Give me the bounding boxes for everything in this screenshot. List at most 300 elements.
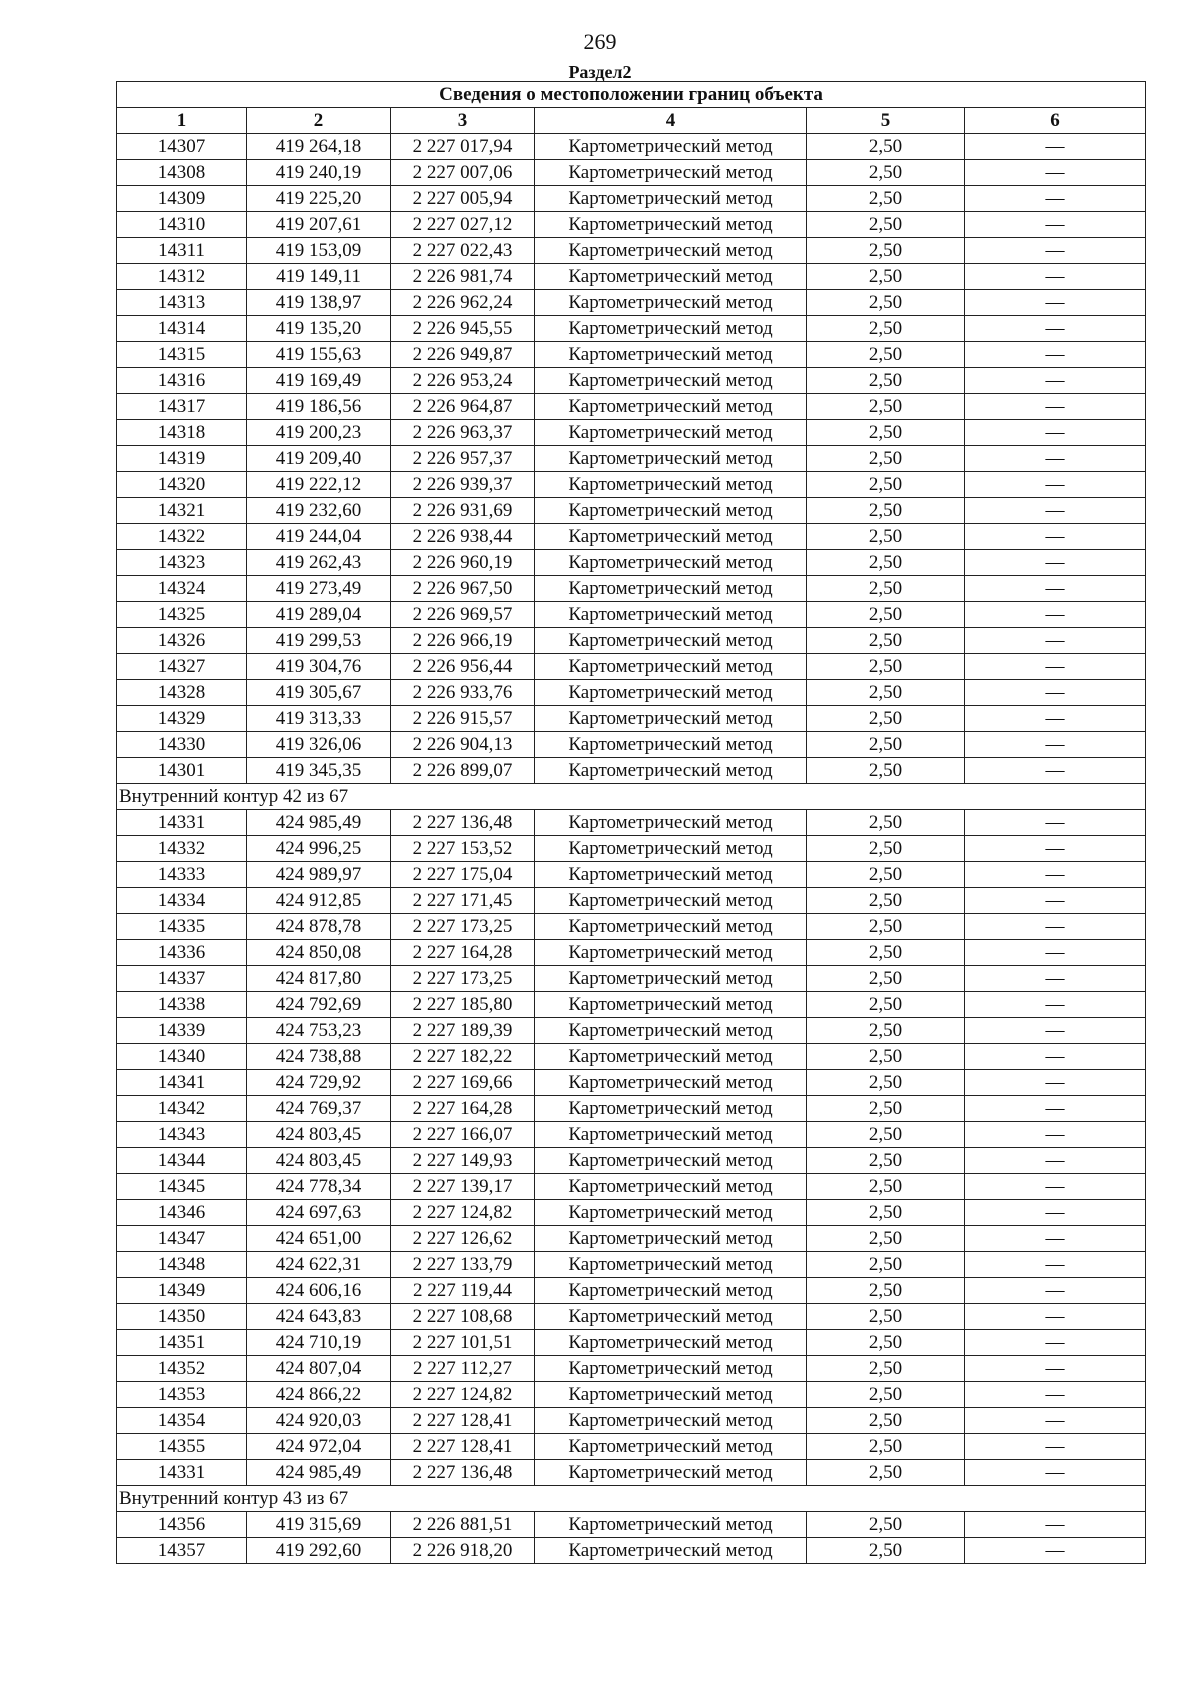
accuracy-cell: 2,50 (807, 1226, 965, 1252)
point-number-cell: 14337 (117, 966, 247, 992)
point-number-cell: 14355 (117, 1434, 247, 1460)
table-row (117, 1044, 1146, 1070)
point-number-cell: 14319 (117, 446, 247, 472)
table-row (117, 1512, 1146, 1538)
coordinate-x-cell: 424 710,19 (247, 1330, 391, 1356)
point-number-cell: 14330 (117, 732, 247, 758)
coordinate-y-cell: 2 227 149,93 (391, 1148, 535, 1174)
table-row (117, 238, 1146, 264)
description-cell: — (965, 1538, 1146, 1564)
table-row (117, 524, 1146, 550)
method-cell: Картометрический метод (535, 1018, 807, 1044)
point-number-cell: 14349 (117, 1278, 247, 1304)
coordinate-y-cell: 2 226 957,37 (391, 446, 535, 472)
coordinate-x-cell: 419 273,49 (247, 576, 391, 602)
accuracy-cell: 2,50 (807, 498, 965, 524)
description-cell: — (965, 1044, 1146, 1070)
point-number-cell: 14345 (117, 1174, 247, 1200)
point-number-cell: 14346 (117, 1200, 247, 1226)
description-cell: — (965, 680, 1146, 706)
coordinate-x-cell: 424 878,78 (247, 914, 391, 940)
coordinate-y-cell: 2 227 126,62 (391, 1226, 535, 1252)
table-row (117, 1538, 1146, 1564)
coordinate-x-cell: 419 326,06 (247, 732, 391, 758)
description-cell: — (965, 1018, 1146, 1044)
coordinate-x-cell: 424 920,03 (247, 1408, 391, 1434)
accuracy-cell: 2,50 (807, 888, 965, 914)
accuracy-cell: 2,50 (807, 628, 965, 654)
method-cell: Картометрический метод (535, 680, 807, 706)
method-cell: Картометрический метод (535, 1278, 807, 1304)
table-row (117, 1278, 1146, 1304)
point-number-cell: 14344 (117, 1148, 247, 1174)
boundary-coordinates-table (116, 81, 1146, 1564)
description-cell: — (965, 290, 1146, 316)
method-cell: Картометрический метод (535, 368, 807, 394)
accuracy-cell: 2,50 (807, 290, 965, 316)
description-cell: — (965, 810, 1146, 836)
coordinate-y-cell: 2 227 173,25 (391, 966, 535, 992)
method-cell: Картометрический метод (535, 1070, 807, 1096)
coordinate-y-cell: 2 226 949,87 (391, 342, 535, 368)
coordinate-x-cell: 424 697,63 (247, 1200, 391, 1226)
coordinate-y-cell: 2 227 166,07 (391, 1122, 535, 1148)
method-cell: Картометрический метод (535, 134, 807, 160)
point-number-cell: 14351 (117, 1330, 247, 1356)
description-cell: — (965, 1200, 1146, 1226)
description-cell: — (965, 966, 1146, 992)
table-row (117, 914, 1146, 940)
description-cell: — (965, 238, 1146, 264)
method-cell: Картометрический метод (535, 394, 807, 420)
method-cell: Картометрический метод (535, 316, 807, 342)
coordinate-x-cell: 419 135,20 (247, 316, 391, 342)
method-cell: Картометрический метод (535, 810, 807, 836)
description-cell: — (965, 394, 1146, 420)
point-number-cell: 14352 (117, 1356, 247, 1382)
method-cell: Картометрический метод (535, 628, 807, 654)
accuracy-cell: 2,50 (807, 1382, 965, 1408)
coordinate-y-cell: 2 227 112,27 (391, 1356, 535, 1382)
point-number-cell: 14334 (117, 888, 247, 914)
point-number-cell: 14312 (117, 264, 247, 290)
accuracy-cell: 2,50 (807, 212, 965, 238)
column-number-row (117, 108, 1146, 134)
table-row (117, 966, 1146, 992)
accuracy-cell: 2,50 (807, 1252, 965, 1278)
accuracy-cell: 2,50 (807, 966, 965, 992)
method-cell: Картометрический метод (535, 602, 807, 628)
description-cell: — (965, 1096, 1146, 1122)
description-cell: — (965, 498, 1146, 524)
method-cell: Картометрический метод (535, 706, 807, 732)
coordinate-x-cell: 424 769,37 (247, 1096, 391, 1122)
description-cell: — (965, 602, 1146, 628)
table-row (117, 212, 1146, 238)
accuracy-cell: 2,50 (807, 1538, 965, 1564)
point-number-cell: 14331 (117, 810, 247, 836)
description-cell: — (965, 836, 1146, 862)
method-cell: Картометрический метод (535, 1460, 807, 1486)
coordinate-y-cell: 2 226 915,57 (391, 706, 535, 732)
description-cell: — (965, 732, 1146, 758)
accuracy-cell: 2,50 (807, 368, 965, 394)
description-cell: — (965, 706, 1146, 732)
coordinate-y-cell: 2 227 153,52 (391, 836, 535, 862)
point-number-cell: 14328 (117, 680, 247, 706)
coordinate-y-cell: 2 226 964,87 (391, 394, 535, 420)
coordinate-x-cell: 424 985,49 (247, 810, 391, 836)
table-row (117, 290, 1146, 316)
description-cell: — (965, 1252, 1146, 1278)
coordinate-x-cell: 424 792,69 (247, 992, 391, 1018)
description-cell: — (965, 134, 1146, 160)
description-cell: — (965, 316, 1146, 342)
table-row (117, 420, 1146, 446)
method-cell: Картометрический метод (535, 1330, 807, 1356)
coordinate-x-cell: 419 207,61 (247, 212, 391, 238)
coordinate-x-cell: 424 753,23 (247, 1018, 391, 1044)
method-cell: Картометрический метод (535, 186, 807, 212)
coordinate-y-cell: 2 226 945,55 (391, 316, 535, 342)
table-row (117, 1304, 1146, 1330)
accuracy-cell: 2,50 (807, 602, 965, 628)
table-caption: Сведения о местоположении границ объекта (117, 82, 1146, 108)
point-number-cell: 14323 (117, 550, 247, 576)
coordinate-x-cell: 419 304,76 (247, 654, 391, 680)
table-row (117, 1148, 1146, 1174)
description-cell: — (965, 1174, 1146, 1200)
table-row (117, 1174, 1146, 1200)
accuracy-cell: 2,50 (807, 420, 965, 446)
point-number-cell: 14339 (117, 1018, 247, 1044)
description-cell: — (965, 1434, 1146, 1460)
point-number-cell: 14317 (117, 394, 247, 420)
accuracy-cell: 2,50 (807, 1200, 965, 1226)
accuracy-cell: 2,50 (807, 1148, 965, 1174)
point-number-cell: 14332 (117, 836, 247, 862)
accuracy-cell: 2,50 (807, 810, 965, 836)
coordinate-x-cell: 419 315,69 (247, 1512, 391, 1538)
accuracy-cell: 2,50 (807, 1434, 965, 1460)
point-number-cell: 14335 (117, 914, 247, 940)
coordinate-y-cell: 2 227 171,45 (391, 888, 535, 914)
point-number-cell: 14357 (117, 1538, 247, 1564)
table-row (117, 498, 1146, 524)
description-cell: — (965, 446, 1146, 472)
table-row (117, 1356, 1146, 1382)
method-cell: Картометрический метод (535, 1512, 807, 1538)
coordinate-x-cell: 419 240,19 (247, 160, 391, 186)
point-number-cell: 14318 (117, 420, 247, 446)
description-cell: — (965, 914, 1146, 940)
method-cell: Картометрический метод (535, 1148, 807, 1174)
coordinate-x-cell: 419 289,04 (247, 602, 391, 628)
point-number-cell: 14336 (117, 940, 247, 966)
method-cell: Картометрический метод (535, 160, 807, 186)
table-row (117, 992, 1146, 1018)
coordinate-x-cell: 424 651,00 (247, 1226, 391, 1252)
coordinate-x-cell: 419 305,67 (247, 680, 391, 706)
point-number-cell: 14356 (117, 1512, 247, 1538)
point-number-cell: 14338 (117, 992, 247, 1018)
point-number-cell: 14313 (117, 290, 247, 316)
method-cell: Картометрический метод (535, 1174, 807, 1200)
description-cell: — (965, 628, 1146, 654)
accuracy-cell: 2,50 (807, 472, 965, 498)
accuracy-cell: 2,50 (807, 550, 965, 576)
accuracy-cell: 2,50 (807, 680, 965, 706)
method-cell: Картометрический метод (535, 498, 807, 524)
accuracy-cell: 2,50 (807, 238, 965, 264)
point-number-cell: 14327 (117, 654, 247, 680)
description-cell: — (965, 212, 1146, 238)
point-number-cell: 14340 (117, 1044, 247, 1070)
column-number: 4 (535, 108, 807, 134)
point-number-cell: 14308 (117, 160, 247, 186)
coordinate-y-cell: 2 227 128,41 (391, 1434, 535, 1460)
coordinate-x-cell: 424 803,45 (247, 1148, 391, 1174)
accuracy-cell: 2,50 (807, 1018, 965, 1044)
method-cell: Картометрический метод (535, 1382, 807, 1408)
accuracy-cell: 2,50 (807, 654, 965, 680)
coordinate-x-cell: 424 912,85 (247, 888, 391, 914)
method-cell: Картометрический метод (535, 1408, 807, 1434)
description-cell: — (965, 1070, 1146, 1096)
accuracy-cell: 2,50 (807, 1356, 965, 1382)
description-cell: — (965, 1356, 1146, 1382)
description-cell: — (965, 1148, 1146, 1174)
method-cell: Картометрический метод (535, 1200, 807, 1226)
coordinate-y-cell: 2 227 133,79 (391, 1252, 535, 1278)
coordinate-x-cell: 424 989,97 (247, 862, 391, 888)
table-row (117, 264, 1146, 290)
method-cell: Картометрический метод (535, 212, 807, 238)
accuracy-cell: 2,50 (807, 940, 965, 966)
description-cell: — (965, 160, 1146, 186)
method-cell: Картометрический метод (535, 732, 807, 758)
description-cell: — (965, 1460, 1146, 1486)
accuracy-cell: 2,50 (807, 914, 965, 940)
coordinate-y-cell: 2 227 119,44 (391, 1278, 535, 1304)
table-row (117, 706, 1146, 732)
coordinate-x-cell: 419 200,23 (247, 420, 391, 446)
coordinate-y-cell: 2 227 189,39 (391, 1018, 535, 1044)
accuracy-cell: 2,50 (807, 264, 965, 290)
accuracy-cell: 2,50 (807, 186, 965, 212)
coordinate-y-cell: 2 227 164,28 (391, 1096, 535, 1122)
coordinate-y-cell: 2 227 169,66 (391, 1070, 535, 1096)
coordinate-y-cell: 2 227 173,25 (391, 914, 535, 940)
coordinate-y-cell: 2 227 017,94 (391, 134, 535, 160)
coordinate-y-cell: 2 226 966,19 (391, 628, 535, 654)
method-cell: Картометрический метод (535, 1226, 807, 1252)
method-cell: Картометрический метод (535, 342, 807, 368)
description-cell: — (965, 888, 1146, 914)
coordinate-y-cell: 2 227 185,80 (391, 992, 535, 1018)
method-cell: Картометрический метод (535, 446, 807, 472)
coordinate-y-cell: 2 227 124,82 (391, 1382, 535, 1408)
coordinate-x-cell: 419 186,56 (247, 394, 391, 420)
accuracy-cell: 2,50 (807, 862, 965, 888)
point-number-cell: 14315 (117, 342, 247, 368)
description-cell: — (965, 992, 1146, 1018)
accuracy-cell: 2,50 (807, 1512, 965, 1538)
table-row (117, 342, 1146, 368)
accuracy-cell: 2,50 (807, 576, 965, 602)
point-number-cell: 14350 (117, 1304, 247, 1330)
coordinate-y-cell: 2 226 960,19 (391, 550, 535, 576)
point-number-cell: 14311 (117, 238, 247, 264)
point-number-cell: 14310 (117, 212, 247, 238)
description-cell: — (965, 576, 1146, 602)
table-row (117, 628, 1146, 654)
description-cell: — (965, 186, 1146, 212)
description-cell: — (965, 472, 1146, 498)
description-cell: — (965, 1226, 1146, 1252)
method-cell: Картометрический метод (535, 1304, 807, 1330)
method-cell: Картометрический метод (535, 1122, 807, 1148)
description-cell: — (965, 862, 1146, 888)
coordinate-x-cell: 419 209,40 (247, 446, 391, 472)
description-cell: — (965, 264, 1146, 290)
table-row (117, 732, 1146, 758)
method-cell: Картометрический метод (535, 654, 807, 680)
accuracy-cell: 2,50 (807, 706, 965, 732)
accuracy-cell: 2,50 (807, 1174, 965, 1200)
coordinate-y-cell: 2 226 981,74 (391, 264, 535, 290)
table-row (117, 472, 1146, 498)
coordinate-y-cell: 2 226 899,07 (391, 758, 535, 784)
coordinate-y-cell: 2 227 005,94 (391, 186, 535, 212)
coordinate-x-cell: 419 225,20 (247, 186, 391, 212)
coordinate-y-cell: 2 226 938,44 (391, 524, 535, 550)
description-cell: — (965, 1408, 1146, 1434)
description-cell: — (965, 654, 1146, 680)
table-row (117, 888, 1146, 914)
method-cell: Картометрический метод (535, 290, 807, 316)
contour-header-row (117, 784, 1146, 810)
coordinate-x-cell: 424 866,22 (247, 1382, 391, 1408)
method-cell: Картометрический метод (535, 264, 807, 290)
coordinate-y-cell: 2 227 139,17 (391, 1174, 535, 1200)
table-row (117, 394, 1146, 420)
description-cell: — (965, 550, 1146, 576)
accuracy-cell: 2,50 (807, 342, 965, 368)
contour-header-row (117, 1486, 1146, 1512)
coordinate-y-cell: 2 226 931,69 (391, 498, 535, 524)
description-cell: — (965, 342, 1146, 368)
point-number-cell: 14342 (117, 1096, 247, 1122)
accuracy-cell: 2,50 (807, 1304, 965, 1330)
point-number-cell: 14316 (117, 368, 247, 394)
method-cell: Картометрический метод (535, 1044, 807, 1070)
accuracy-cell: 2,50 (807, 316, 965, 342)
coordinate-x-cell: 424 738,88 (247, 1044, 391, 1070)
accuracy-cell: 2,50 (807, 1044, 965, 1070)
point-number-cell: 14320 (117, 472, 247, 498)
accuracy-cell: 2,50 (807, 1122, 965, 1148)
description-cell: — (965, 1512, 1146, 1538)
accuracy-cell: 2,50 (807, 394, 965, 420)
coordinate-x-cell: 424 985,49 (247, 1460, 391, 1486)
accuracy-cell: 2,50 (807, 1460, 965, 1486)
table-row (117, 1382, 1146, 1408)
coordinate-x-cell: 419 222,12 (247, 472, 391, 498)
table-row (117, 602, 1146, 628)
point-number-cell: 14343 (117, 1122, 247, 1148)
coordinate-x-cell: 424 606,16 (247, 1278, 391, 1304)
table-row (117, 836, 1146, 862)
method-cell: Картометрический метод (535, 238, 807, 264)
coordinate-x-cell: 424 622,31 (247, 1252, 391, 1278)
coordinate-y-cell: 2 227 108,68 (391, 1304, 535, 1330)
accuracy-cell: 2,50 (807, 1096, 965, 1122)
coordinate-y-cell: 2 227 136,48 (391, 1460, 535, 1486)
coordinate-y-cell: 2 227 136,48 (391, 810, 535, 836)
column-number: 5 (807, 108, 965, 134)
accuracy-cell: 2,50 (807, 992, 965, 1018)
point-number-cell: 14322 (117, 524, 247, 550)
coordinate-x-cell: 419 138,97 (247, 290, 391, 316)
coordinate-x-cell: 419 292,60 (247, 1538, 391, 1564)
accuracy-cell: 2,50 (807, 732, 965, 758)
table-row (117, 1226, 1146, 1252)
description-cell: — (965, 1330, 1146, 1356)
column-number: 2 (247, 108, 391, 134)
page-number: 269 (583, 29, 617, 54)
method-cell: Картометрический метод (535, 550, 807, 576)
coordinate-y-cell: 2 227 175,04 (391, 862, 535, 888)
accuracy-cell: 2,50 (807, 1330, 965, 1356)
point-number-cell: 14353 (117, 1382, 247, 1408)
coordinate-x-cell: 424 729,92 (247, 1070, 391, 1096)
point-number-cell: 14324 (117, 576, 247, 602)
method-cell: Картометрический метод (535, 914, 807, 940)
table-row (117, 862, 1146, 888)
coordinate-y-cell: 2 227 182,22 (391, 1044, 535, 1070)
description-cell: — (965, 1278, 1146, 1304)
coordinate-x-cell: 419 232,60 (247, 498, 391, 524)
table-row (117, 1200, 1146, 1226)
coordinate-x-cell: 419 153,09 (247, 238, 391, 264)
coordinate-y-cell: 2 227 101,51 (391, 1330, 535, 1356)
coordinate-x-cell: 424 817,80 (247, 966, 391, 992)
table-row (117, 758, 1146, 784)
coordinate-y-cell: 2 226 939,37 (391, 472, 535, 498)
coordinate-y-cell: 2 227 007,06 (391, 160, 535, 186)
coordinate-y-cell: 2 226 904,13 (391, 732, 535, 758)
method-cell: Картометрический метод (535, 836, 807, 862)
coordinate-y-cell: 2 227 027,12 (391, 212, 535, 238)
coordinate-y-cell: 2 227 164,28 (391, 940, 535, 966)
table-row (117, 1460, 1146, 1486)
table-row (117, 1070, 1146, 1096)
table-row (117, 680, 1146, 706)
contour-label: Внутренний контур 43 из 67 (117, 1486, 1146, 1512)
table-caption-row (117, 82, 1146, 108)
coordinate-y-cell: 2 226 963,37 (391, 420, 535, 446)
point-number-cell: 14347 (117, 1226, 247, 1252)
coordinate-y-cell: 2 226 962,24 (391, 290, 535, 316)
table-row (117, 186, 1146, 212)
table-row (117, 1252, 1146, 1278)
contour-label: Внутренний контур 42 из 67 (117, 784, 1146, 810)
description-cell: — (965, 524, 1146, 550)
coordinate-x-cell: 419 149,11 (247, 264, 391, 290)
accuracy-cell: 2,50 (807, 1408, 965, 1434)
table-row (117, 1096, 1146, 1122)
